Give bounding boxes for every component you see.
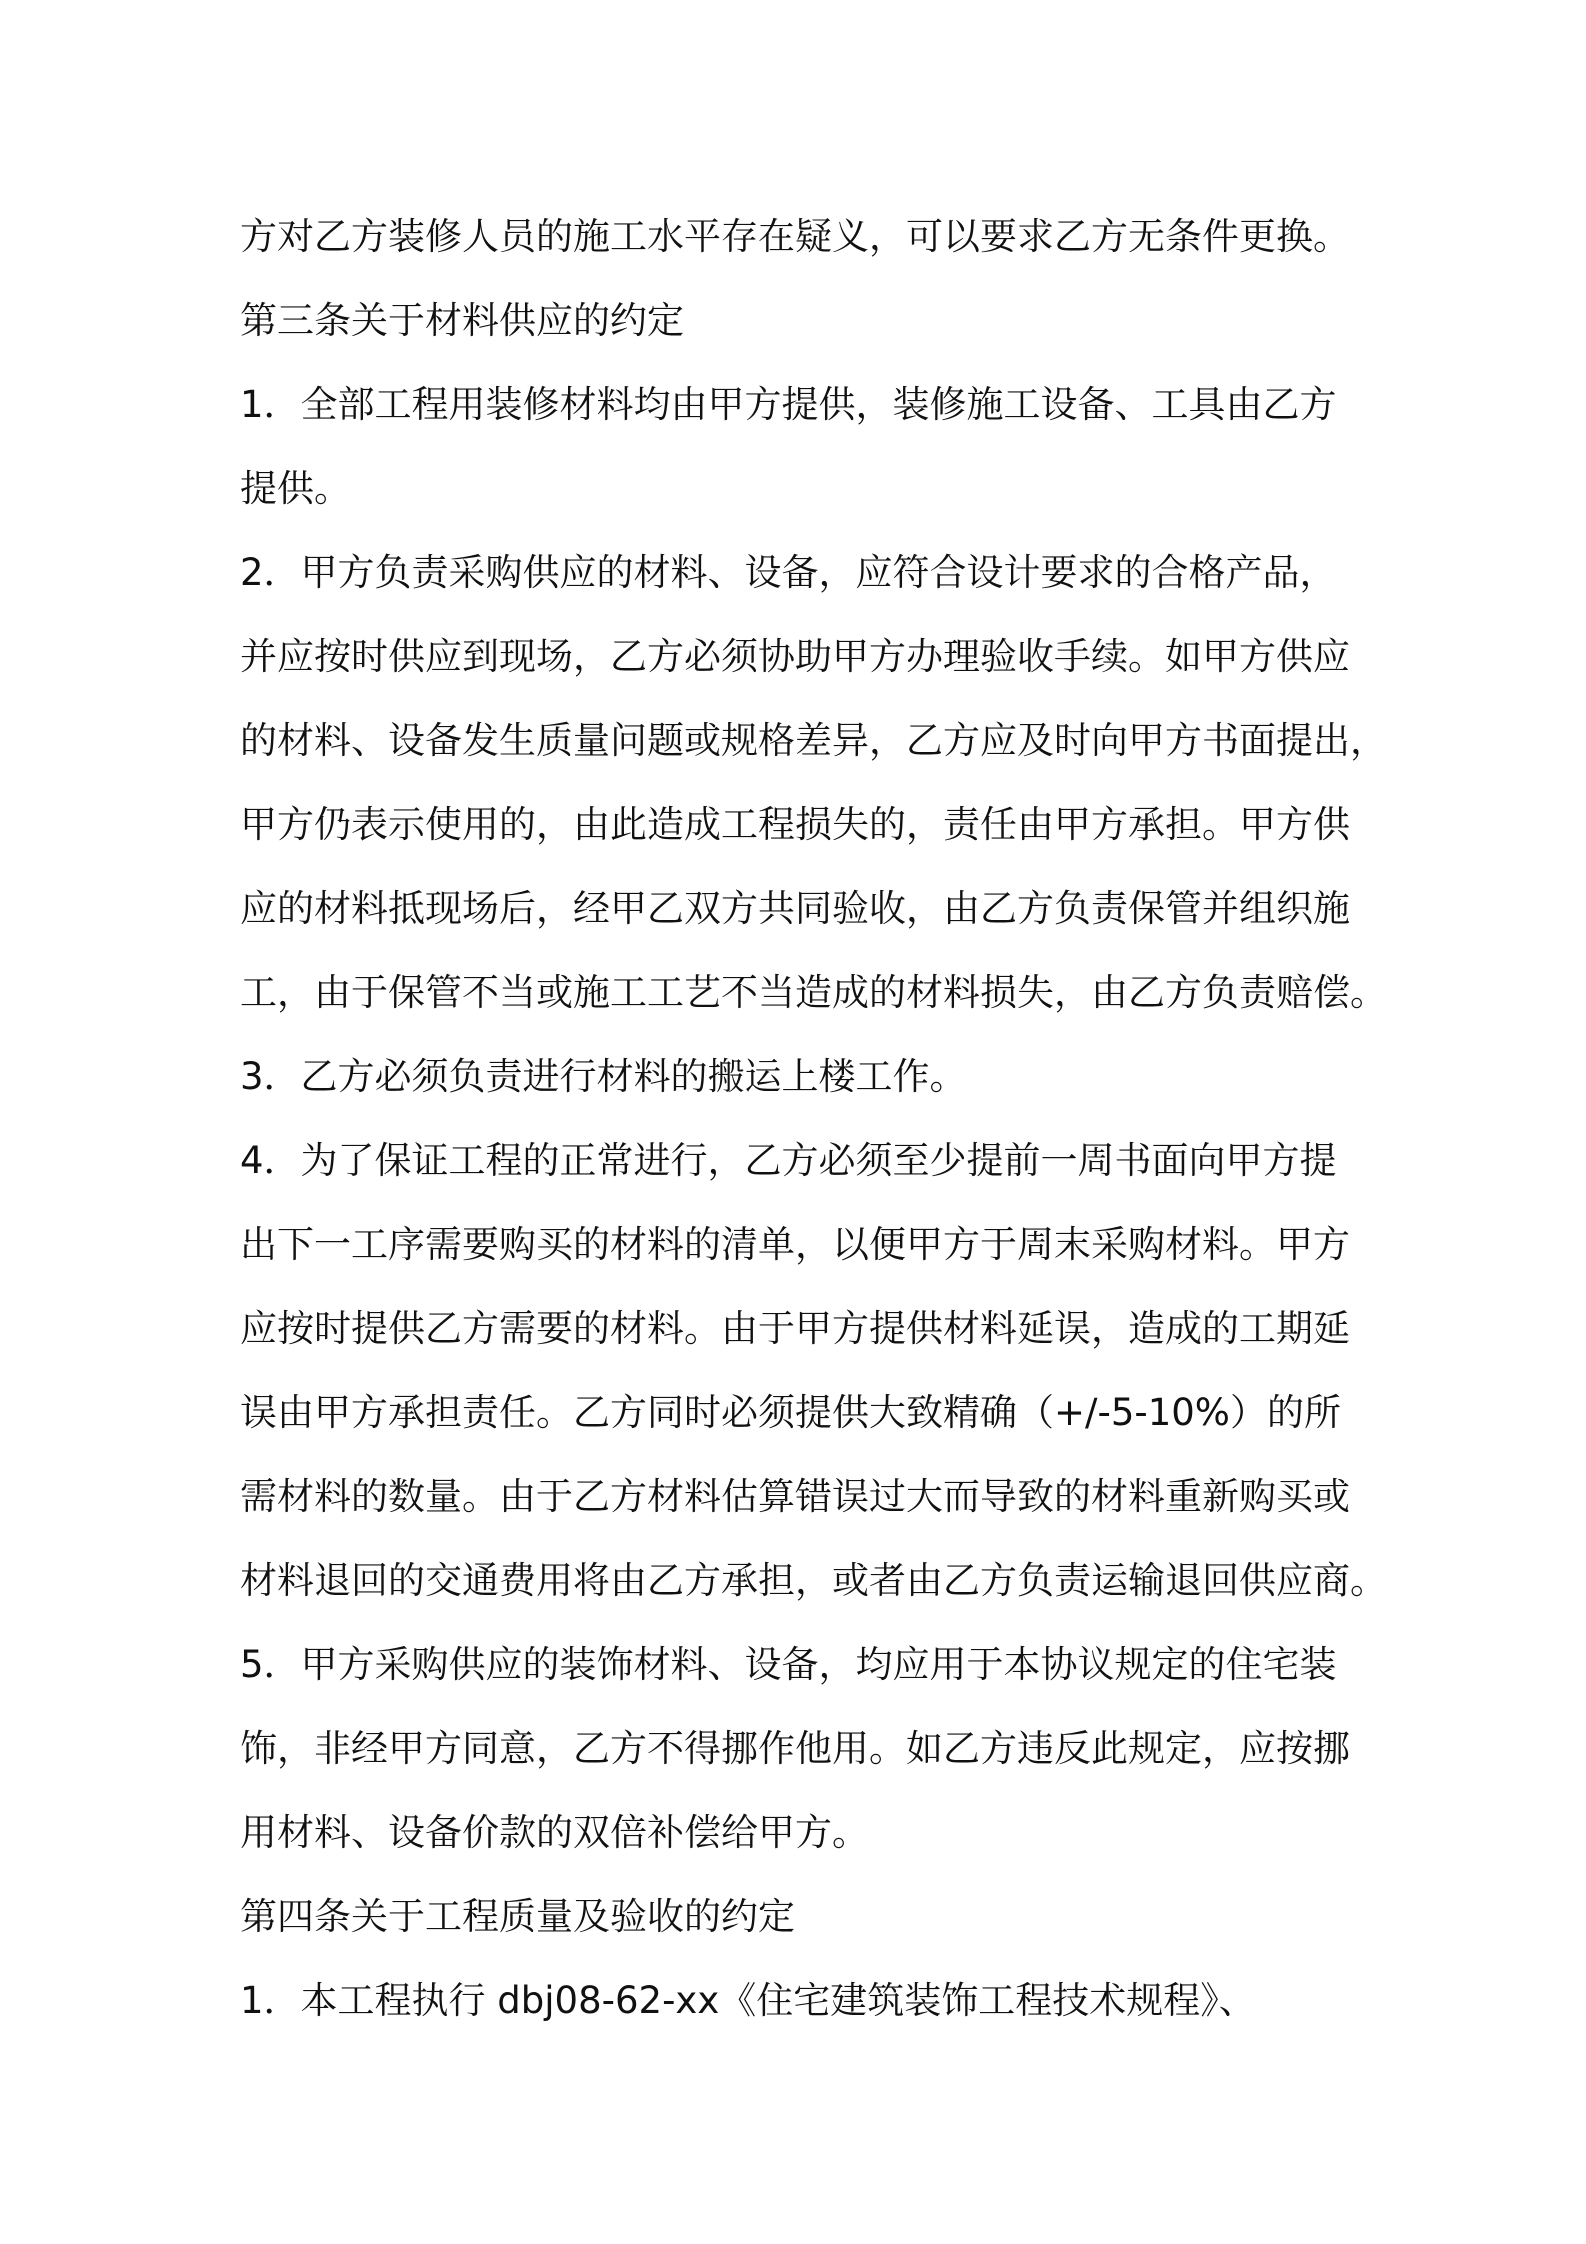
text-line: 应的材料抵现场后，经甲乙双方共同验收，由乙方负责保管并组织施 xyxy=(240,887,1350,930)
text-line: 并应按时供应到现场，乙方必须协助甲方办理验收手续。如甲方供应 xyxy=(240,635,1350,678)
text-line: 的材料、设备发生质量问题或规格差异，乙方应及时向甲方书面提出， xyxy=(240,719,1387,762)
text-line: 应按时提供乙方需要的材料。由于甲方提供材料延误，造成的工期延 xyxy=(240,1307,1350,1350)
text-line: 5．甲方采购供应的装饰材料、设备，均应用于本协议规定的住宅装 xyxy=(240,1643,1337,1686)
text-line: 提供。 xyxy=(240,467,351,510)
section-heading: 第三条关于材料供应的约定 xyxy=(240,299,684,342)
text-line: 误由甲方承担责任。乙方同时必须提供大致精确（+/-5-10%）的所 xyxy=(240,1391,1341,1434)
text-line: 2．甲方负责采购供应的材料、设备，应符合设计要求的合格产品， xyxy=(240,551,1337,594)
text-line: 1．本工程执行 dbj08-62-xx《住宅建筑装饰工程技术规程》、 xyxy=(240,1979,1256,2022)
text-line: 材料退回的交通费用将由乙方承担，或者由乙方负责运输退回供应商。 xyxy=(240,1559,1387,1602)
text-line: 4．为了保证工程的正常进行，乙方必须至少提前一周书面向甲方提 xyxy=(240,1139,1337,1182)
text-line: 出下一工序需要购买的材料的清单，以便甲方于周末采购材料。甲方 xyxy=(240,1223,1350,1266)
text-line: 用材料、设备价款的双倍补偿给甲方。 xyxy=(240,1811,869,1854)
document-body xyxy=(240,195,1387,2043)
text-line: 甲方仍表示使用的，由此造成工程损失的，责任由甲方承担。甲方供 xyxy=(240,803,1350,846)
text-line: 饰，非经甲方同意，乙方不得挪作他用。如乙方违反此规定，应按挪 xyxy=(240,1727,1350,1770)
text-line: 3．乙方必须负责进行材料的搬运上楼工作。 xyxy=(240,1055,967,1098)
text-line: 方对乙方装修人员的施工水平存在疑义，可以要求乙方无条件更换。 xyxy=(240,215,1350,258)
text-line: 需材料的数量。由于乙方材料估算错误过大而导致的材料重新购买或 xyxy=(240,1475,1350,1518)
text-line: 工，由于保管不当或施工工艺不当造成的材料损失，由乙方负责赔偿。 xyxy=(240,971,1387,1014)
section-heading: 第四条关于工程质量及验收的约定 xyxy=(240,1895,795,1938)
text-line: 1．全部工程用装修材料均由甲方提供，装修施工设备、工具由乙方 xyxy=(240,383,1337,426)
